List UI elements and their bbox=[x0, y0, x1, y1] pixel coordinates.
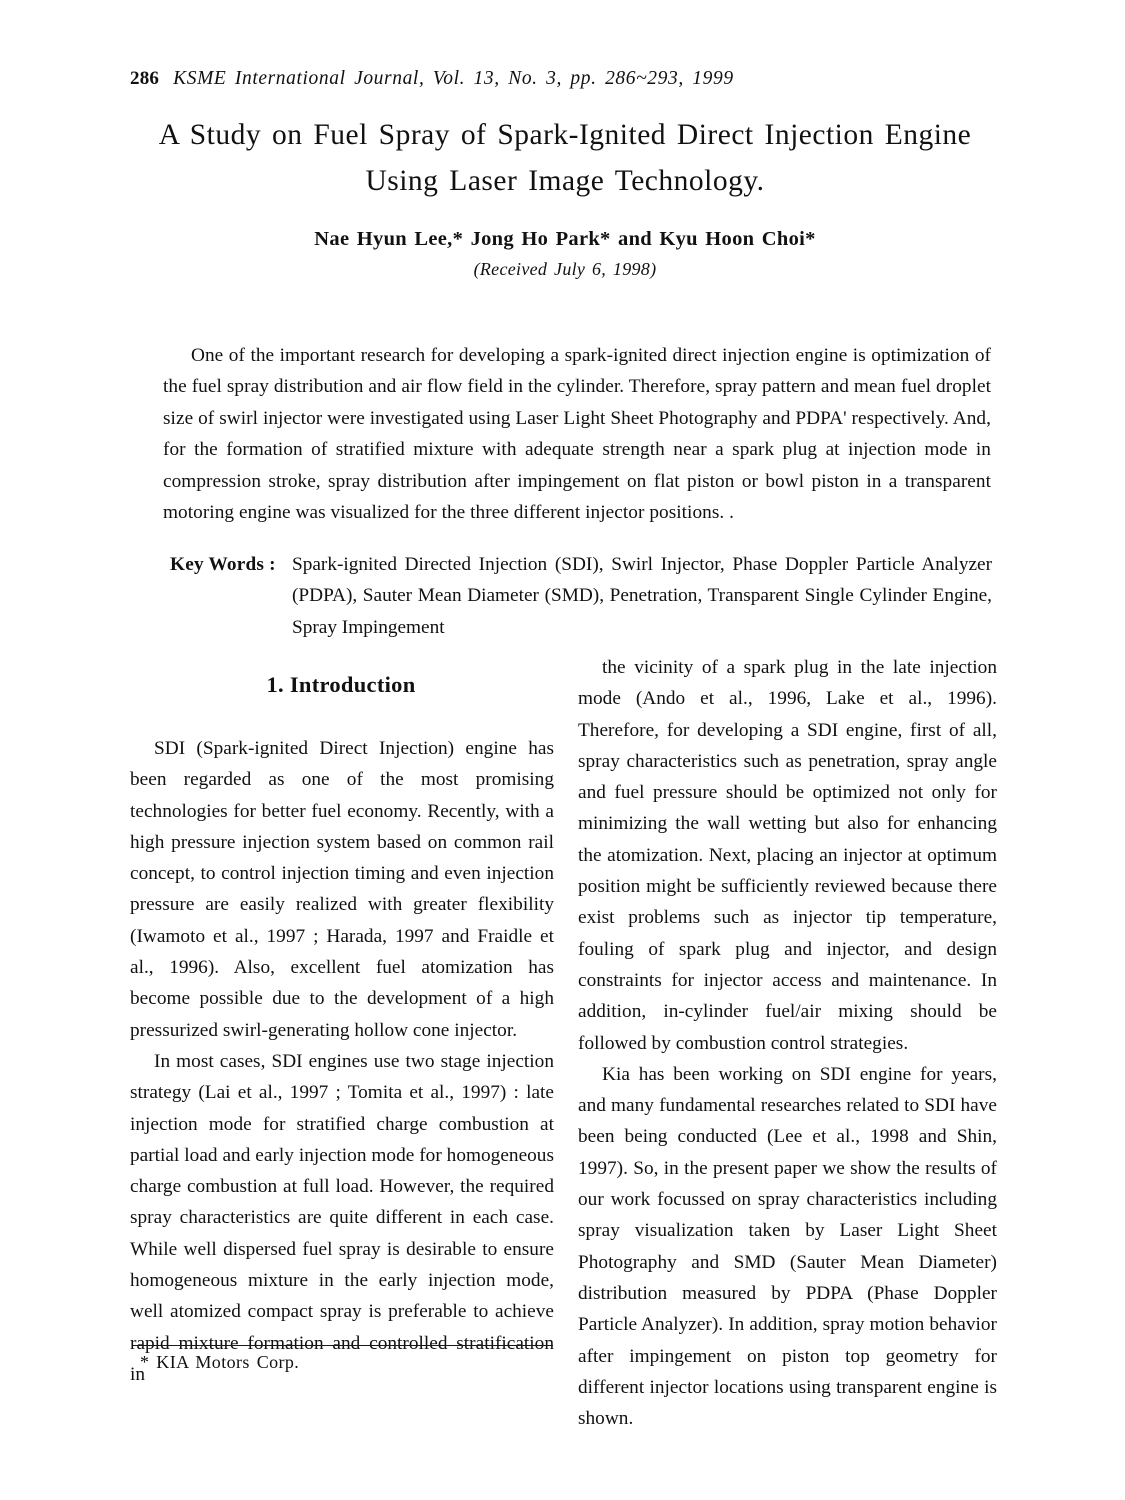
keywords-label: Key Words : bbox=[170, 554, 276, 575]
received-date: (Received July 6, 1998) bbox=[473, 259, 657, 279]
running-head bbox=[130, 68, 1000, 90]
footnote-affiliation: * KIA Motors Corp. bbox=[140, 1352, 300, 1372]
keywords-list: Spark-ignited Directed Injection (SDI), Swirl Injector, Phase Doppler Particle Analyzer (PDPA), Sauter Mean Diameter (SMD), Penetration, Transparent Single Cylinder Engine, Spray Impingement bbox=[292, 554, 992, 638]
author-names: Nae Hyun Lee,* Jong Ho Park* and Kyu Hoon Choi* bbox=[314, 228, 816, 250]
body-column-left bbox=[130, 733, 554, 1390]
abstract-text: One of the important research for developing a spark-ignited direct injection engine is optimization of the fuel spray distribution and air flow field in the cylinder. Therefore, spray pattern and mean fuel droplet size of swirl injector were investigated using Laser Light Sheet Photography and PDPA' respectively. And, for the formation of stratified mixture with adequate strength near a spark plug at injection mode in compression stroke, spray distribution after impingement on flat piston or bowl piston in a transparent motoring engine was visualized for the three different injector positions. . bbox=[163, 345, 991, 524]
page-folio-number: 286 bbox=[130, 68, 160, 89]
paper-title-line-2: Using Laser Image Technology. bbox=[365, 165, 765, 197]
paragraph: SDI (Spark-ignited Direct Injection) engine has been regarded as one of the most promising technologies for better fuel economy. Recently, with a high pressure injection system based on common rail concept, to control injection timing and even injection pressure are easily realized with greater flexibility (Iwamoto et al., 1997 ; Harada, 1997 and Fraidle et al., 1996). Also, excellent fuel atomization has become possible due to the development of a high pressurized swirl-generating hollow cone injector. bbox=[130, 738, 554, 1041]
paragraph: In most cases, SDI engines use two stage injection strategy (Lai et al., 1997 ; Tomita et al., 1997) : late injection mode for stratified charge combustion at partial load and early injection mode for homogeneous charge combustion at full load. However, the required spray characteristics are quite different in each case. While well dispersed fuel spray is desirable to ensure homogeneous mixture in the early injection mode, well atomized compact spray is preferable to achieve rapid mixture formation and controlled stratification in bbox=[130, 1050, 554, 1385]
paragraph: Kia has been working on SDI engine for years, and many fundamental researches related to SDI have been being conducted (Lee et al., 1998 and Shin, 1997). So, in the present paper we show the results of our work focussed on spray characteristics including spray visualization taken by Laser Light Sheet Photography and SMD (Sauter Mean Diameter) distribution measured by PDPA (Phase Doppler Particle Analyzer). In addition, spray motion behavior after impingement on piston top geometry for different injector locations using transparent engine is shown. bbox=[578, 1063, 997, 1430]
author-block bbox=[120, 228, 1010, 280]
keywords-block bbox=[170, 549, 992, 643]
section-heading-introduction: 1. Introduction bbox=[266, 672, 416, 697]
paper-title bbox=[120, 112, 1010, 204]
paper-title-line-1: A Study on Fuel Spray of Spark-Ignited Direct Injection Engine bbox=[158, 119, 972, 151]
paragraph: the vicinity of a spark plug in the late injection mode (Ando et al., 1996, Lake et al., 1996). Therefore, for developing a SDI engine, first of all, spray characteristics such as penetration, spray angle and fuel pressure should be optimized not only for minimizing the wall wetting but also for enhancing the atomization. Next, placing an injector at optimum position might be sufficiently reviewed because there exist problems such as injector tip temperature, fouling of spark plug and injector, and design constraints for injector access and maintenance. In addition, in-cylinder fuel/air mixing should be followed by combustion control strategies. bbox=[578, 657, 997, 1054]
body-column-right bbox=[578, 652, 997, 1434]
journal-citation: KSME International Journal, Vol. 13, No. 3, pp. 286~293, 1999 bbox=[173, 68, 734, 89]
footnote-separator-rule bbox=[133, 1345, 553, 1346]
